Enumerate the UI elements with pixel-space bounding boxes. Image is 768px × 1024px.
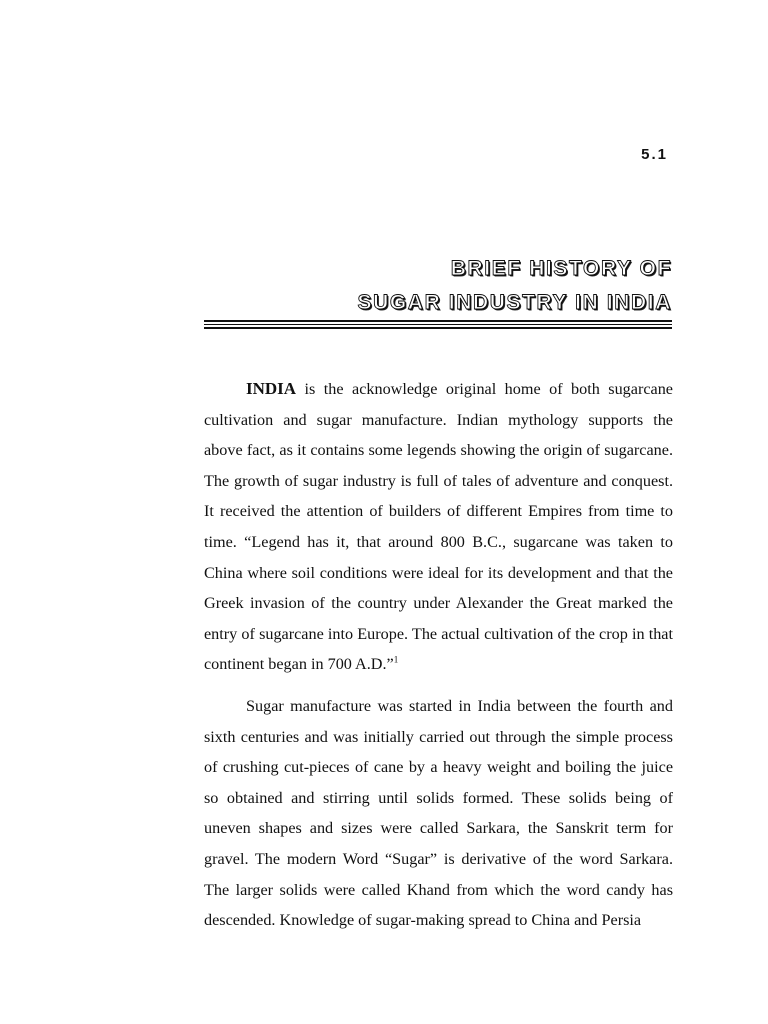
- paragraph-2: Sugar manufacture was started in India between the fourth and sixth centuries and was initially carried out through the simple process of crushing cut-pieces of cane by a heavy weight and boiling the juice so obtained and stirring until solids formed. These solids being of uneven shapes and sizes were called Sarkara, the Sanskrit term for gravel. The modern Word “Sugar” is derivative of the word Sarkara. The larger solids were called Khand from which the word candy has descended. Knowledge of sugar-making spread to China and Persia: [204, 696, 673, 930]
- chapter-number: 5.1: [641, 146, 668, 163]
- chapter-title-line-2: SUGAR INDUSTRY IN INDIA: [357, 291, 672, 314]
- rule-line-top: [204, 320, 672, 322]
- chapter-title-line-1: BRIEF HISTORY OF: [450, 257, 672, 280]
- paragraph-1-text: is the acknowledge original home of both sugarcane cultivation and sugar manufacture. Indian mythology supports the above fact, as it contains some legends showing the origin of sugarcane. The growth of sugar industry is full of tales of adventure and conquest. It received the attention of builders of different Empires from time to time. “Legend has it, that around 800 B.C., sugarcane was taken to China where soil conditions were ideal for its development and that the Greek invasion of the country under Alexander the Great marked the entry of sugarcane into Europe. The actual cultivation of the crop in that continent began in 700 A.D.”: [204, 380, 673, 674]
- paragraph-1: [204, 374, 673, 680]
- rule-line-bottom: [204, 327, 672, 329]
- rule-line-middle: [204, 324, 672, 325]
- body-text: [204, 374, 673, 936]
- paragraph-lead-word: INDIA: [246, 379, 297, 398]
- footnote-marker: 1: [393, 654, 399, 665]
- chapter-title: [358, 252, 673, 320]
- title-underline-rule: [204, 320, 672, 330]
